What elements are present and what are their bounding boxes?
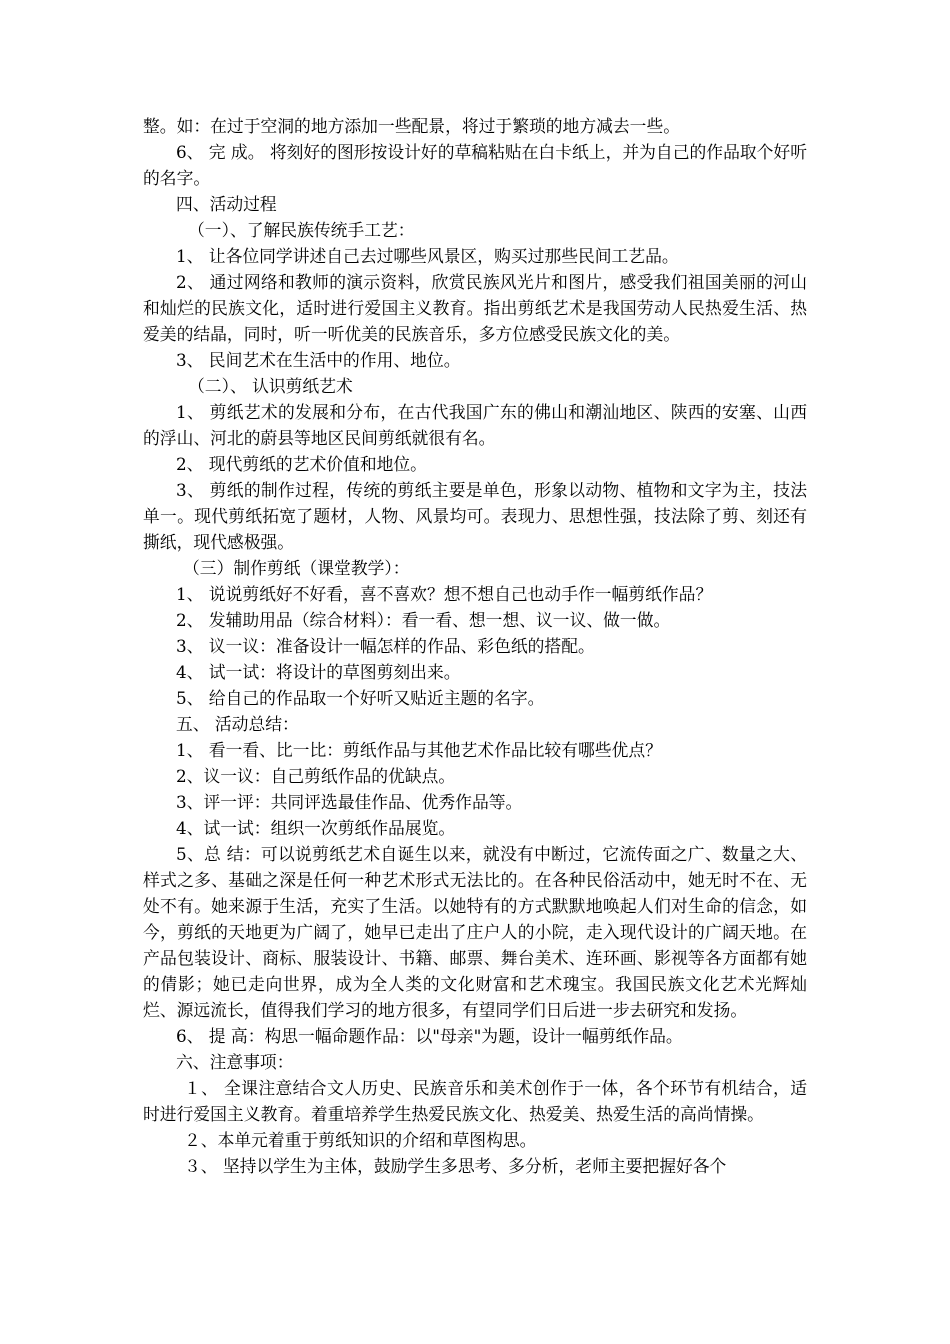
list-item: 4、试一试：组织一次剪纸作品展览。	[176, 818, 456, 838]
subsection-heading-2: （二）、 认识剪纸艺术	[188, 376, 353, 396]
paragraph-continuation: 整。如：在过于空洞的地方添加一些配景，将过于繁琐的地方减去一些。	[143, 116, 681, 136]
list-item: 1、 说说剪纸好不好看，喜不喜欢？想不想自己也动手作一幅剪纸作品？	[176, 584, 713, 604]
section-heading-5: 五、 活动总结：	[176, 714, 299, 734]
step-6-finish: 6、 完 成。 将刻好的图形按设计好的草稿粘贴在白卡纸上，并为自己的作品取个好听的名字。	[143, 142, 807, 188]
list-item: ２、本单元着重于剪纸知识的介绍和草图构思。	[184, 1130, 537, 1150]
list-item: １、 全课注意结合文人历史、民族音乐和美术创作于一体，各个环节有机结合，适时进行爱国主义教育。着重培养学生热爱民族文化、热爱美、热爱生活的高尚情操。	[143, 1078, 807, 1124]
section-heading-4: 四、活动过程	[176, 194, 277, 214]
summary-paragraph: 5、总 结：可以说剪纸艺术自诞生以来，就没有中断过，它流传面之广、数量之大、样式之多、基础之深是任何一种艺术形式无法比的。在各种民俗活动中，她无时不在、无处不有。她来源于生活，充实了生活。以她特有的方式默默地唤起人们对生命的信念，如今，剪纸的天地更为广阔了，她早已走出了庄户人的小院，走入现代设计的广阔天地。在产品包装设计、商标、服装设计、书籍、邮票、舞台美术、连环画、影视等各方面都有她的倩影；她已走向世界，成为全人类的文化财富和艺术瑰宝。我国民族文化艺术光辉灿烂、源远流长，值得我们学习的地方很多，有望同学们日后进一步去研究和发扬。	[143, 844, 807, 1020]
list-item: 3、 民间艺术在生活中的作用、地位。	[176, 350, 461, 370]
list-item: 3、 议一议：准备设计一幅怎样的作品、彩色纸的搭配。	[176, 636, 595, 656]
list-item: ３、 坚持以学生为主体，鼓励学生多思考、多分析，老师主要把握好各个	[184, 1156, 727, 1176]
list-item: 1、 剪纸艺术的发展和分布，在古代我国广东的佛山和潮汕地区、陕西的安塞、山西的浮山、河北的蔚县等地区民间剪纸就很有名。	[143, 402, 807, 448]
section-heading-6: 六、注意事项：	[176, 1052, 294, 1072]
list-item: 1、 看一看、比一比：剪纸作品与其他艺术作品比较有哪些优点？	[176, 740, 662, 760]
list-item: 2、 现代剪纸的艺术价值和地位。	[176, 454, 427, 474]
list-item: 5、 给自己的作品取一个好听又贴近主题的名字。	[176, 688, 545, 708]
document-body	[143, 113, 807, 1179]
list-item: 2、 发辅助用品（综合材料）：看一看、想一想、议一议、做一做。	[176, 610, 671, 630]
list-item: 4、 试一试：将设计的草图剪刻出来。	[176, 662, 461, 682]
subsection-heading-1: （一）、了解民族传统手工艺：	[188, 220, 415, 240]
list-item: 6、 提 高：构思一幅命题作品：以"母亲"为题，设计一幅剪纸作品。	[176, 1026, 683, 1046]
list-item: 2、 通过网络和教师的演示资料，欣赏民族风光片和图片，感受我们祖国美丽的河山和灿烂的民族文化，适时进行爱国主义教育。指出剪纸艺术是我国劳动人民热爱生活、热爱美的结晶，同时，听一听优美的民族音乐，多方位感受民族文化的美。	[143, 272, 807, 344]
list-item: 3、评一评：共同评选最佳作品、优秀作品等。	[176, 792, 523, 812]
list-item: 1、 让各位同学讲述自己去过哪些风景区，购买过那些民间工艺品。	[176, 246, 679, 266]
subsection-heading-3: （三）制作剪纸（课堂教学）：	[183, 558, 410, 578]
list-item: 2、议一议：自己剪纸作品的优缺点。	[176, 766, 456, 786]
list-item: 3、 剪纸的制作过程，传统的剪纸主要是单色，形象以动物、植物和文字为主，技法单一。现代剪纸拓宽了题材，人物、风景均可。表现力、思想性强，技法除了剪、刻还有撕纸，现代感极强。	[143, 480, 807, 552]
